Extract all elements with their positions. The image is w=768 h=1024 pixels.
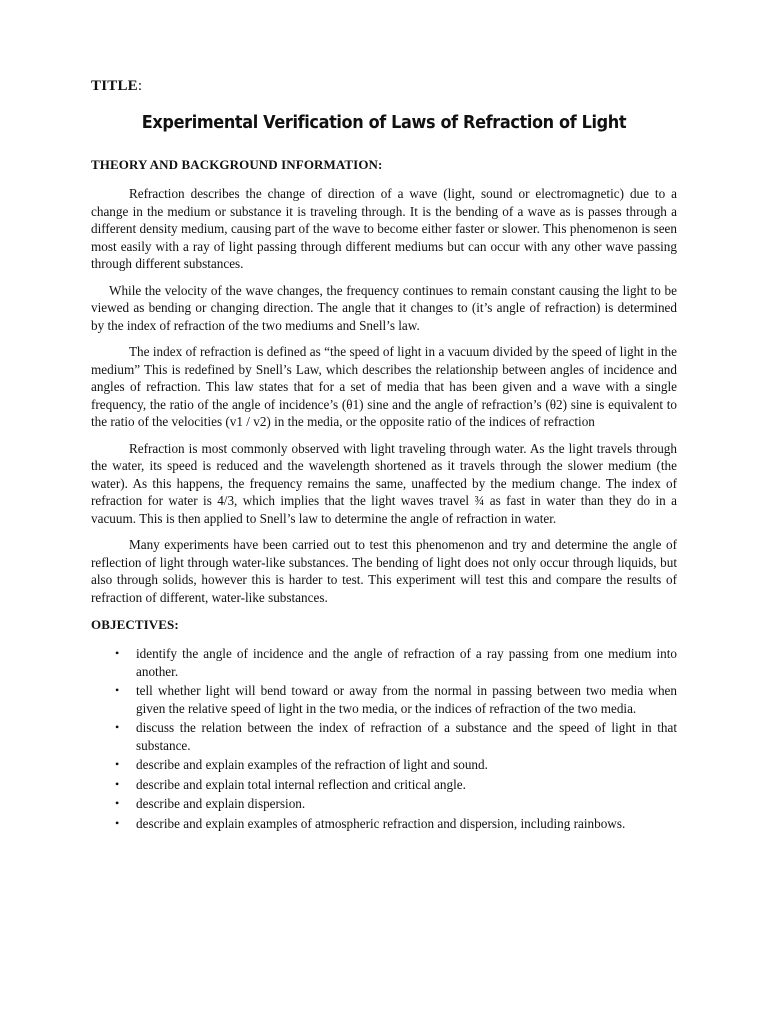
objective-text: identify the angle of incidence and the angle of refraction of a ray passing from one medium into another. <box>136 646 677 679</box>
bullet-icon: • <box>115 720 120 734</box>
objectives-heading: OBJECTIVES: <box>91 617 179 632</box>
bullet-icon: • <box>115 796 120 810</box>
list-item <box>91 756 677 774</box>
paragraph-index-of-refraction: The index of refraction is defined as “the speed of light in a vacuum divided by the speed of light in the medium” This is redefined by Snell’s Law, which describes the relationship between angles of incidence and angles of refraction. This law states that for a set of media that has been given and a wave with a single frequency, the ratio of the angle of incidence’s (θ1) sine and the angle of refraction’s (θ2) sine is equivalent to the ratio of the velocities (v1 / v2) in the media, or the opposite ratio of the indices of refraction <box>91 344 677 429</box>
bullet-icon: • <box>115 683 120 697</box>
objective-text: describe and explain dispersion. <box>136 796 306 811</box>
objective-text: discuss the relation between the index of refraction of a substance and the speed of light in that substance. <box>136 720 677 753</box>
paragraph-velocity-frequency: While the velocity of the wave changes, the frequency continues to remain constant causing the light to be viewed as bending or changing direction. The angle that it changes to (it’s angle of refraction) is determined by the index of refraction of the two mediums and Snell’s law. <box>91 282 677 333</box>
objective-text: describe and explain examples of the refraction of light and sound. <box>136 757 488 772</box>
list-item <box>91 645 677 680</box>
objectives-list <box>91 645 677 832</box>
paragraph-experiments: Many experiments have been carried out to test this phenomenon and try and determine the angle of reflection of light through water-like substances. The bending of light does not only occur through liquids, but also through solids, however this is harder to test. This experiment will test this and compare the results of refraction of different, water-like substances. <box>91 537 677 605</box>
title-label <box>91 78 677 95</box>
objective-text: describe and explain examples of atmospheric refraction and dispersion, including rainbows. <box>136 815 626 831</box>
title-label-text: TITLE <box>91 78 138 94</box>
paragraph-water-refraction: Refraction is most commonly observed with light traveling through water. As the light travels through the water, its speed is reduced and the wavelength shortened as it travels through the slower medium (the water). As this happens, the frequency remains the same, unaffected by the medium change. The index of refraction for water is 4/3, which implies that the light waves travel ¾ as fast in water than they do in a vacuum. This is then applied to Snell’s law to determine the angle of refraction in water. <box>91 440 677 526</box>
list-item <box>91 795 677 813</box>
list-item <box>91 682 677 717</box>
document-title: Experimental Verification of Laws of Refraction of Light <box>141 113 627 133</box>
list-item <box>91 719 677 754</box>
list-item <box>91 776 677 794</box>
objective-text: tell whether light will bend toward or away from the normal in passing between two media when given the relative speed of light in the two media, or the indices of refraction of the two media. <box>136 683 677 716</box>
title-colon: : <box>137 78 143 94</box>
bullet-icon: • <box>115 776 120 791</box>
bullet-icon: • <box>115 757 120 771</box>
bullet-icon: • <box>115 815 120 830</box>
paragraph-refraction-definition: Refraction describes the change of direction of a wave (light, sound or electromagnetic) due to a change in the medium or substance it is traveling through. It is the bending of a wave as is passes through a different density medium, causing part of the wave to become either faster or slower. This phenomenon is seen most easily with a ray of light passing through different mediums but can occur with any other wave passing through different substances. <box>91 186 677 271</box>
objective-text: describe and explain total internal reflection and critical angle. <box>136 776 466 792</box>
theory-heading: THEORY AND BACKGROUND INFORMATION: <box>91 157 383 172</box>
bullet-icon: • <box>115 646 120 660</box>
list-item <box>91 815 677 833</box>
